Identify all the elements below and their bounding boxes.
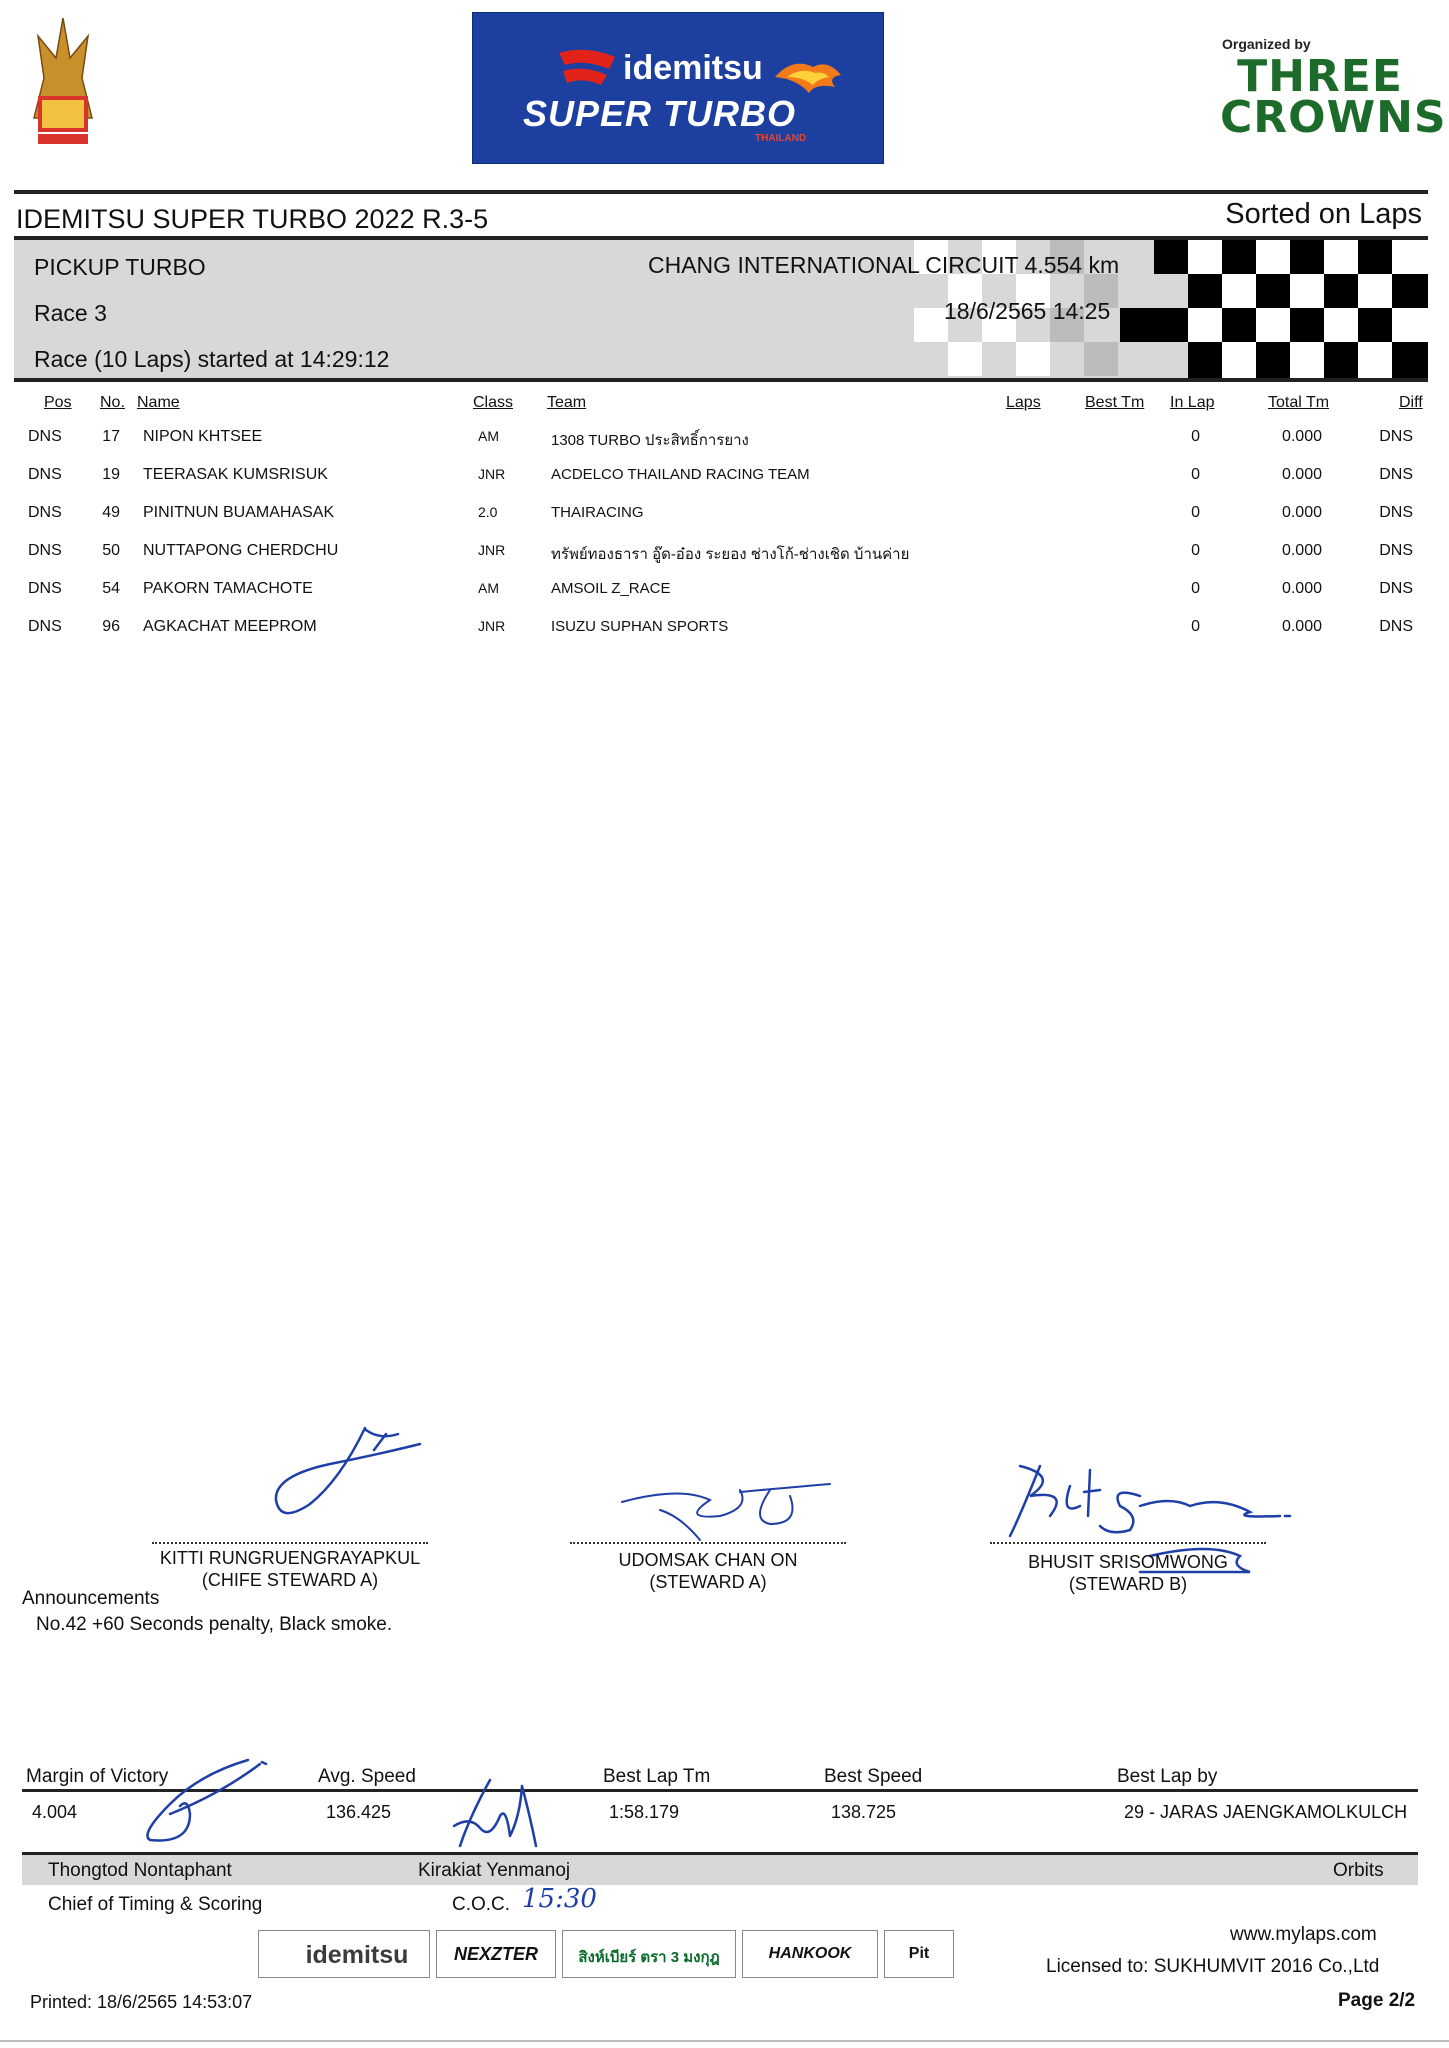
coc-name: Kirakiat Yenmanoj bbox=[418, 1860, 571, 1881]
signature-steward-chief bbox=[270, 1420, 430, 1530]
circuit-name: CHANG INTERNATIONAL CIRCUIT 4.554 km bbox=[648, 252, 1120, 278]
row-in-lap: 0 bbox=[1191, 618, 1200, 635]
logo-sub: THAILAND bbox=[755, 133, 807, 144]
row-class: JNR bbox=[478, 542, 506, 558]
signature-line bbox=[152, 1542, 428, 1544]
row-no: 54 bbox=[102, 580, 120, 597]
header-rule-3 bbox=[14, 378, 1428, 382]
royal-emblem-icon bbox=[30, 18, 96, 146]
row-no: 49 bbox=[102, 504, 120, 521]
signature-line bbox=[570, 1542, 846, 1544]
page-number: Page 2/2 bbox=[1338, 1990, 1416, 2011]
row-name: NIPON KHTSEE bbox=[143, 428, 263, 445]
row-class: JNR bbox=[478, 466, 506, 482]
row-diff: DNS bbox=[1379, 504, 1413, 521]
row-diff: DNS bbox=[1379, 542, 1413, 559]
row-no: 50 bbox=[102, 542, 120, 559]
announcement-text: No.42 +60 Seconds penalty, Black smoke. bbox=[36, 1614, 393, 1635]
header-rule bbox=[14, 190, 1428, 194]
steward-b-name: BHUSIT SRISOMWONG bbox=[1028, 1552, 1228, 1572]
col-in-lap: In Lap bbox=[1170, 394, 1215, 411]
coc-handwritten-time: 15:30 bbox=[522, 1884, 597, 1914]
timing-system: Orbits bbox=[1333, 1860, 1384, 1881]
timing-official-role: Chief of Timing & Scoring bbox=[48, 1894, 263, 1915]
row-name: AGKACHAT MEEPROM bbox=[143, 618, 317, 635]
row-diff: DNS bbox=[1379, 466, 1413, 483]
row-total: 0.000 bbox=[1281, 580, 1322, 597]
steward-b-role: (STEWARD B) bbox=[1068, 1574, 1188, 1594]
sponsor-nexzter bbox=[436, 1930, 556, 1978]
announcements-label: Announcements bbox=[22, 1588, 160, 1609]
row-total: 0.000 bbox=[1281, 504, 1322, 521]
row-in-lap: 0 bbox=[1191, 580, 1200, 597]
steward-a-role: (STEWARD A) bbox=[649, 1572, 767, 1592]
col-diff: Diff bbox=[1399, 394, 1423, 411]
website: www.mylaps.com bbox=[1230, 1924, 1377, 1945]
best-lap-by-label: Best Lap by bbox=[1117, 1766, 1218, 1787]
organizer-label: Organized by bbox=[1222, 36, 1311, 52]
sponsor-label: สิงห์เบียร์ ตรา 3 มงกุฎ bbox=[578, 1949, 720, 1966]
coc-role: C.O.C. bbox=[452, 1894, 511, 1915]
table-row bbox=[0, 618, 1449, 656]
table-row bbox=[0, 542, 1449, 580]
signature-timing bbox=[130, 1754, 270, 1846]
best-lap-by-value: 29 - JARAS JAENGKAMOLKULCH bbox=[1124, 1802, 1408, 1822]
sponsor-label: NEXZTER bbox=[453, 1944, 538, 1964]
sponsor-label: idemitsu bbox=[305, 1941, 409, 1969]
logo-brand: idemitsu bbox=[623, 49, 763, 87]
sponsor-hankook bbox=[742, 1930, 878, 1978]
sponsor-label: HANKOOK bbox=[768, 1945, 852, 1962]
row-class: JNR bbox=[478, 618, 506, 634]
idemitsu-flag-icon bbox=[555, 47, 619, 91]
row-no: 17 bbox=[102, 428, 120, 445]
row-team: ทรัพย์ทองธารา อู๊ด-อ๋อง ระยอง ช่างโก้-ช่างเชิด บ้านค่าย bbox=[551, 546, 910, 563]
row-no: 96 bbox=[102, 618, 120, 635]
table-row bbox=[0, 466, 1449, 504]
sponsor-label: Pit bbox=[908, 1945, 930, 1962]
row-team: ACDELCO THAILAND RACING TEAM bbox=[551, 466, 810, 483]
row-in-lap: 0 bbox=[1191, 466, 1200, 483]
printed-timestamp: Printed: 18/6/2565 14:53:07 bbox=[30, 1992, 253, 2012]
flame-icon bbox=[773, 57, 843, 97]
page-bottom-edge bbox=[0, 2040, 1449, 2042]
timing-official-name: Thongtod Nontaphant bbox=[48, 1860, 232, 1881]
best-speed-value: 138.725 bbox=[831, 1802, 897, 1822]
race-number: Race 3 bbox=[34, 300, 107, 326]
sort-label: Sorted on Laps bbox=[1225, 198, 1422, 230]
col-no: No. bbox=[100, 394, 125, 411]
row-pos: DNS bbox=[28, 504, 62, 521]
margin-value: 4.004 bbox=[32, 1802, 78, 1822]
col-best-tm: Best Tm bbox=[1085, 394, 1145, 411]
race-start-info: Race (10 Laps) started at 14:29:12 bbox=[34, 346, 390, 372]
best-speed-label: Best Speed bbox=[824, 1766, 923, 1787]
table-row bbox=[0, 428, 1449, 466]
row-diff: DNS bbox=[1379, 618, 1413, 635]
best-lap-label: Best Lap Tm bbox=[603, 1766, 711, 1787]
best-lap-value: 1:58.179 bbox=[609, 1802, 680, 1822]
row-pos: DNS bbox=[28, 618, 62, 635]
col-class: Class bbox=[473, 394, 514, 411]
row-total: 0.000 bbox=[1281, 542, 1322, 559]
row-team: THAIRACING bbox=[551, 504, 644, 521]
row-pos: DNS bbox=[28, 580, 62, 597]
row-name: PAKORN TAMACHOTE bbox=[143, 580, 313, 597]
organizer-logo: THREE CROWNS bbox=[1220, 51, 1447, 143]
row-pos: DNS bbox=[28, 466, 62, 483]
col-name: Name bbox=[137, 394, 180, 411]
steward-a-name: UDOMSAK CHAN ON bbox=[618, 1550, 798, 1570]
steward-chief-name: KITTI RUNGRUENGRAYAPKUL bbox=[159, 1548, 421, 1568]
row-team: ISUZU SUPHAN SPORTS bbox=[551, 618, 729, 635]
row-total: 0.000 bbox=[1281, 428, 1322, 445]
row-name: TEERASAK KUMSRISUK bbox=[143, 466, 328, 483]
row-class: 2.0 bbox=[478, 504, 498, 520]
col-pos: Pos bbox=[44, 394, 72, 411]
row-class: AM bbox=[478, 580, 499, 596]
row-diff: DNS bbox=[1379, 428, 1413, 445]
table-row bbox=[0, 504, 1449, 542]
signature-coc bbox=[450, 1776, 540, 1856]
logo-event: SUPER TURBO bbox=[523, 93, 797, 134]
table-row bbox=[0, 580, 1449, 618]
sponsor-beer bbox=[562, 1930, 736, 1978]
race-info-band bbox=[14, 240, 1428, 378]
avg-speed-value: 136.425 bbox=[326, 1802, 392, 1822]
margin-label: Margin of Victory bbox=[26, 1766, 169, 1787]
row-name: NUTTAPONG CHERDCHU bbox=[143, 542, 339, 559]
row-pos: DNS bbox=[28, 428, 62, 445]
event-title: IDEMITSU SUPER TURBO 2022 R.3-5 bbox=[16, 204, 489, 234]
col-total-tm: Total Tm bbox=[1268, 394, 1330, 411]
race-datetime: 18/6/2565 14:25 bbox=[944, 298, 1111, 324]
row-no: 19 bbox=[102, 466, 120, 483]
row-total: 0.000 bbox=[1281, 466, 1322, 483]
row-total: 0.000 bbox=[1281, 618, 1322, 635]
super-turbo-logo bbox=[472, 12, 884, 164]
race-class: PICKUP TURBO bbox=[34, 254, 206, 280]
avg-speed-label: Avg. Speed bbox=[318, 1766, 416, 1787]
sponsor-idemitsu bbox=[258, 1930, 430, 1978]
col-laps: Laps bbox=[1006, 394, 1041, 411]
signature-line bbox=[990, 1542, 1266, 1544]
license: Licensed to: SUKHUMVIT 2016 Co.,Ltd bbox=[1046, 1956, 1380, 1977]
row-in-lap: 0 bbox=[1191, 504, 1200, 521]
steward-chief-role: (CHIFE STEWARD A) bbox=[201, 1570, 379, 1590]
row-name: PINITNUN BUAMAHASAK bbox=[143, 504, 335, 521]
row-team: 1308 TURBO ประสิทธิ์การยาง bbox=[551, 432, 749, 449]
row-diff: DNS bbox=[1379, 580, 1413, 597]
signature-steward-a bbox=[620, 1480, 840, 1550]
row-pos: DNS bbox=[28, 542, 62, 559]
row-class: AM bbox=[478, 428, 499, 444]
row-in-lap: 0 bbox=[1191, 428, 1200, 445]
row-in-lap: 0 bbox=[1191, 542, 1200, 559]
row-team: AMSOIL Z_RACE bbox=[551, 580, 671, 597]
sponsor-pit bbox=[884, 1930, 954, 1978]
col-team: Team bbox=[547, 394, 587, 411]
